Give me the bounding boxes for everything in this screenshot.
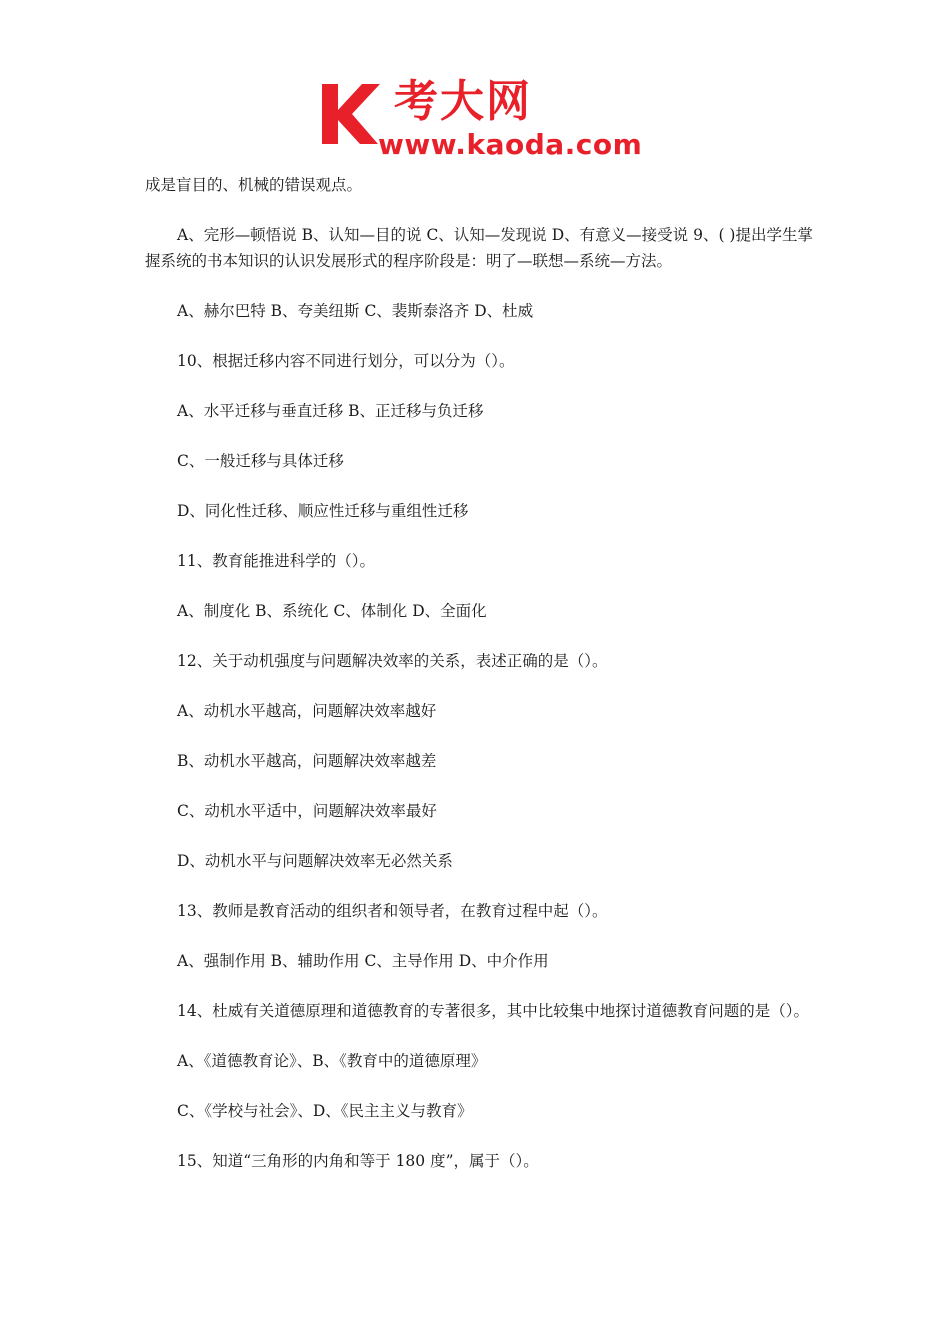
paragraph: A、水平迁移与垂直迁移 B、正迁移与负迁移 (177, 402, 484, 420)
paragraph: 14、杜威有关道德原理和道德教育的专著很多，其中比较集中地探讨道德教育问题的是（）。 (177, 1002, 809, 1020)
logo-url-text: www.kaoda.com (378, 128, 643, 161)
paragraph: C、《学校与社会》、D、《民主主义与教育》 (177, 1102, 473, 1120)
paragraph: B、动机水平越高，问题解决效率越差 (177, 752, 437, 770)
document-body (145, 172, 815, 1198)
paragraph: 10、根据迁移内容不同进行划分，可以分为（）。 (177, 352, 515, 370)
paragraph: A、强制作用 B、辅助作用 C、主导作用 D、中介作用 (177, 952, 549, 970)
paragraph: C、一般迁移与具体迁移 (177, 452, 344, 470)
paragraph: 15、知道“三角形的内角和等于 180 度”，属于（）。 (177, 1152, 539, 1170)
logo-brand-text: 考大网 (394, 76, 532, 127)
paragraph: A、《道德教育论》、B、《教育中的道德原理》 (177, 1052, 487, 1070)
paragraph: 成是盲目的、机械的错误观点。 (145, 176, 363, 194)
paragraph: C、动机水平适中，问题解决效率最好 (177, 802, 437, 820)
paragraph: D、同化性迁移、顺应性迁移与重组性迁移 (177, 502, 469, 520)
paragraph: 11、教育能推进科学的（）。 (177, 552, 375, 570)
paragraph: A、动机水平越高，问题解决效率越好 (177, 702, 437, 720)
paragraph: D、动机水平与问题解决效率无必然关系 (177, 852, 453, 870)
paragraph: 12、关于动机强度与问题解决效率的关系，表述正确的是（）。 (177, 652, 608, 670)
site-logo (318, 76, 643, 161)
paragraph: A、完形—顿悟说 B、认知—目的说 C、认知—发现说 D、有意义—接受说 9、( )提出学生掌握系统的书本知识的认识发展形式的程序阶段是：明了—联想—系统—方法。 (145, 226, 813, 270)
paragraph: A、赫尔巴特 B、夸美纽斯 C、裴斯泰洛齐 D、杜威 (177, 302, 534, 320)
paragraph: 13、教师是教育活动的组织者和领导者，在教育过程中起（）。 (177, 902, 608, 920)
paragraph: A、制度化 B、系统化 C、体制化 D、全面化 (177, 602, 487, 620)
